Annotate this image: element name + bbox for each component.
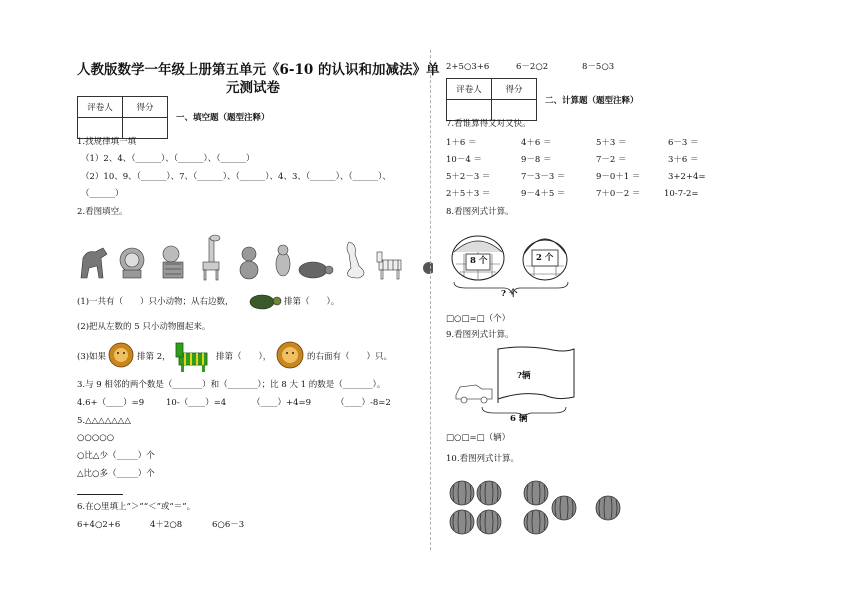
q5-line2: △比○多（_____）个 bbox=[77, 469, 155, 479]
q7-r2c2: 9－8 ＝ bbox=[521, 155, 552, 165]
grader-cell[interactable] bbox=[447, 100, 492, 121]
grader-label: 评卷人 bbox=[447, 79, 492, 100]
q7-r1c4: 6－3 ＝ bbox=[668, 138, 699, 148]
flag-shape bbox=[498, 347, 574, 399]
q4-item-3: （____）+4=9 bbox=[252, 398, 312, 408]
q1-text: 1.找规律填一填 bbox=[77, 137, 137, 147]
q7-r2c1: 10－4 ＝ bbox=[446, 155, 482, 165]
q9-answer: □○□=□（辆） bbox=[446, 433, 511, 443]
q1-line3: （______） bbox=[81, 189, 124, 199]
q7-r2c4: 3＋6 ＝ bbox=[668, 155, 699, 165]
q2-p1b: 排第（ ）。 bbox=[284, 297, 340, 307]
q7-r3c1: 5＋2－3 ＝ bbox=[446, 172, 491, 182]
q2-p2: (2)把从左数的 5 只小动物圈起来。 bbox=[77, 322, 211, 332]
q4-item-1: 4.6+（____）=9 bbox=[77, 398, 145, 408]
q7-r4c2: 9－4＋5 ＝ bbox=[521, 189, 566, 199]
page-title-line2: 元测试卷 bbox=[226, 80, 280, 96]
q7-r3c4: 3+2+4= bbox=[668, 172, 706, 182]
watermelon-icon bbox=[524, 481, 548, 505]
turtle-icon bbox=[248, 292, 282, 310]
lion-icon bbox=[120, 248, 144, 278]
watermelon-icon bbox=[450, 481, 474, 505]
q7-r4c4: 10-7-2= bbox=[664, 189, 699, 199]
zebra-icon bbox=[173, 341, 213, 373]
parrot-icon bbox=[276, 245, 290, 276]
watermelon-icon bbox=[477, 510, 501, 534]
separator-line bbox=[77, 494, 123, 495]
q5-circles: ○○○○○ bbox=[77, 433, 115, 443]
q7-r4c3: 7＋0－2 ＝ bbox=[596, 189, 641, 199]
flag-label: ?辆 bbox=[517, 371, 531, 381]
q10-text: 10.看图列式计算。 bbox=[446, 454, 520, 464]
partial-animal-icon bbox=[423, 262, 433, 274]
q2-p3b: 排第 2， bbox=[137, 352, 171, 362]
q2-p3a: (3)如果 bbox=[77, 352, 107, 362]
grader-label: 评卷人 bbox=[78, 97, 123, 118]
score-label: 得分 bbox=[123, 97, 168, 118]
column-divider bbox=[430, 50, 431, 550]
q7-r3c2: 7－3－3 ＝ bbox=[521, 172, 566, 182]
score-table-right bbox=[446, 78, 537, 121]
q7-r4c1: 2＋5＋3 ＝ bbox=[446, 189, 491, 199]
score-cell[interactable] bbox=[123, 118, 168, 139]
q2-p3c: 排第（ ）， bbox=[216, 352, 272, 362]
watermelon-icon bbox=[524, 510, 548, 534]
watermelon-icon bbox=[477, 481, 501, 505]
q7-text: 7.看谁算得又对又快。 bbox=[446, 119, 531, 129]
q7-r2c3: 7－2 ＝ bbox=[596, 155, 627, 165]
q8-text: 8.看图列式计算。 bbox=[446, 207, 514, 217]
q2-p1a: (1)一共有（ ）只小动物；从右边数， bbox=[77, 297, 234, 307]
section1-title: 一、填空题（题型注释） bbox=[176, 113, 270, 123]
tiger-icon bbox=[163, 246, 183, 278]
q6-text: 6.在○里填上“＞”“＜”或“＝”。 bbox=[77, 502, 196, 512]
q6-item-2: 4＋2○8 bbox=[150, 520, 183, 530]
watermelons-diagram bbox=[446, 478, 636, 538]
page-title-line1: 人教版数学一年级上册第五单元《6-10 的认识和加减法》单 bbox=[77, 62, 440, 78]
q7-r1c1: 1＋6 ＝ bbox=[446, 138, 477, 148]
q1-line1: （1）2、4、（______）、（______）、（______） bbox=[81, 154, 255, 164]
q5-line1: ○比△少（_____）个 bbox=[77, 451, 155, 461]
q6-right-item-3: 8－5○3 bbox=[582, 62, 615, 72]
q4-item-4: （____）-8=2 bbox=[336, 398, 391, 408]
zebra-icon bbox=[377, 252, 401, 279]
monkey-icon bbox=[240, 247, 258, 279]
q3-text: 3.与 9 相邻的两个数是（_______）和（_______）；比 8 大 1 的数是（_______）。 bbox=[77, 380, 386, 390]
turtle-icon bbox=[299, 262, 333, 278]
q7-r1c3: 5＋3 ＝ bbox=[596, 138, 627, 148]
q1-line2: （2）10、9、（______）、7、（______）、（______）、4、3、（______）、（______）、 bbox=[81, 172, 391, 182]
animals-row-image bbox=[77, 234, 433, 284]
basket1-label: 8 个 bbox=[470, 256, 488, 266]
lion-icon bbox=[275, 341, 305, 371]
score-label: 得分 bbox=[492, 79, 537, 100]
q5-triangles: 5.△△△△△△△ bbox=[77, 416, 131, 426]
q7-r1c2: 4＋6 ＝ bbox=[521, 138, 552, 148]
car-icon bbox=[456, 385, 492, 403]
q7-r3c3: 9－0＋1 ＝ bbox=[596, 172, 641, 182]
score-cell[interactable] bbox=[492, 100, 537, 121]
goose-icon bbox=[347, 242, 364, 278]
q6-right-item-1: 2+5○3+6 bbox=[446, 62, 490, 72]
section2-title: 二、计算题（题型注释） bbox=[545, 96, 639, 106]
q6-right-item-2: 6－2○2 bbox=[516, 62, 549, 72]
watermelon-icon bbox=[552, 496, 576, 520]
q6-item-1: 6+4○2+6 bbox=[77, 520, 121, 530]
basket-question: ? 个 bbox=[501, 289, 518, 299]
q6-item-3: 6○6－3 bbox=[212, 520, 245, 530]
q9-text: 9.看图列式计算。 bbox=[446, 330, 514, 340]
grader-cell[interactable] bbox=[78, 118, 123, 139]
score-table-left bbox=[77, 96, 168, 139]
wolf-icon bbox=[81, 248, 107, 278]
cars-total-label: 6 辆 bbox=[510, 414, 528, 424]
watermelon-icon bbox=[450, 510, 474, 534]
giraffe-icon bbox=[203, 235, 220, 280]
q2-text: 2.看图填空。 bbox=[77, 207, 128, 217]
cars-diagram bbox=[452, 345, 582, 425]
lion-icon bbox=[107, 342, 135, 370]
q8-answer: □○□=□（个） bbox=[446, 314, 511, 324]
q2-p3d: 的右面有（ ）只。 bbox=[307, 352, 393, 362]
q4-item-2: 10-（____）=4 bbox=[166, 398, 227, 408]
basket2-label: 2 个 bbox=[536, 253, 554, 263]
watermelon-icon bbox=[596, 496, 620, 520]
